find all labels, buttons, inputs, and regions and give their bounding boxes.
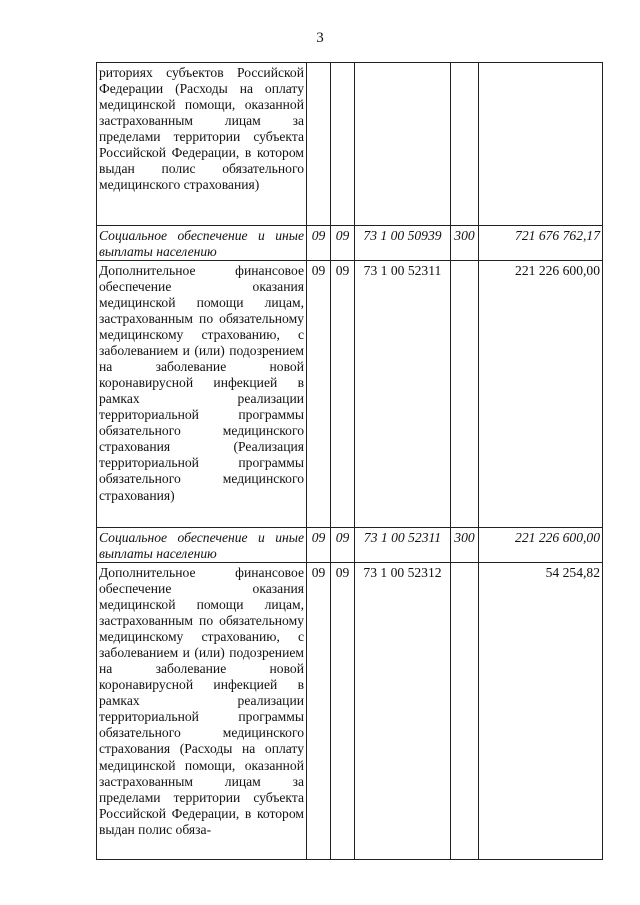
table-row <box>97 563 603 860</box>
table-row <box>97 226 603 261</box>
row-rz: 09 <box>307 563 331 860</box>
row-sum: 221 226 600,00 <box>479 528 603 563</box>
row-pr: 09 <box>331 261 355 528</box>
row-csr: 73 1 00 52311 <box>355 261 451 528</box>
table-row <box>97 261 603 528</box>
row-csr: 73 1 00 52312 <box>355 563 451 860</box>
row-pr <box>331 63 355 226</box>
row-rz: 09 <box>307 226 331 261</box>
page-number: 3 <box>316 30 324 46</box>
row-name: Социальное обеспечение и иные выплаты населению <box>97 528 307 563</box>
row-sum: 54 254,82 <box>479 563 603 860</box>
row-name: Социальное обеспечение и иные выплаты населению <box>97 226 307 261</box>
row-csr: 73 1 00 52311 <box>355 528 451 563</box>
row-sum: 221 226 600,00 <box>479 261 603 528</box>
row-rz: 09 <box>307 261 331 528</box>
row-csr: 73 1 00 50939 <box>355 226 451 261</box>
row-pr: 09 <box>331 528 355 563</box>
row-vr: 300 <box>451 528 479 563</box>
row-name: риториях субъектов Российской Федерации (Расходы на оплату медицинской помощи, оказанной застрахованным лицам за пределами территории субъекта Российской Федерации, в котором выдан полис обязательного медицинского страхования) <box>97 63 307 226</box>
row-csr <box>355 63 451 226</box>
row-rz: 09 <box>307 528 331 563</box>
budget-table <box>96 62 603 860</box>
row-pr: 09 <box>331 563 355 860</box>
row-sum <box>479 63 603 226</box>
row-sum: 721 676 762,17 <box>479 226 603 261</box>
row-name: Дополнительное финансовое обеспечение оказания медицинской помощи лицам, застрахованным по обязательному медицинскому страхованию, с заболеванием и (или) подозрением на заболевание новой коронавирусной инфекцией в рамках реализации территориальной программы обязательного медицинского страхования (Расходы на оплату медицинской помощи, оказанной застрахованным лицам за пределами территории субъекта Российской Федерации, в котором выдан полис обяза- <box>97 563 307 860</box>
table-row <box>97 528 603 563</box>
row-pr: 09 <box>331 226 355 261</box>
row-vr <box>451 563 479 860</box>
row-vr <box>451 261 479 528</box>
row-rz <box>307 63 331 226</box>
table-row <box>97 63 603 226</box>
row-name: Дополнительное финансовое обеспечение оказания медицинской помощи лицам, застрахованным по обязательному медицинскому страхованию, с заболеванием и (или) подозрением на заболевание новой коронавирусной инфекцией в рамках реализации территориальной программы обязательного медицинского страхования (Реализация территориальной программы обязательного медицинского страхования) <box>97 261 307 528</box>
row-vr: 300 <box>451 226 479 261</box>
row-vr <box>451 63 479 226</box>
